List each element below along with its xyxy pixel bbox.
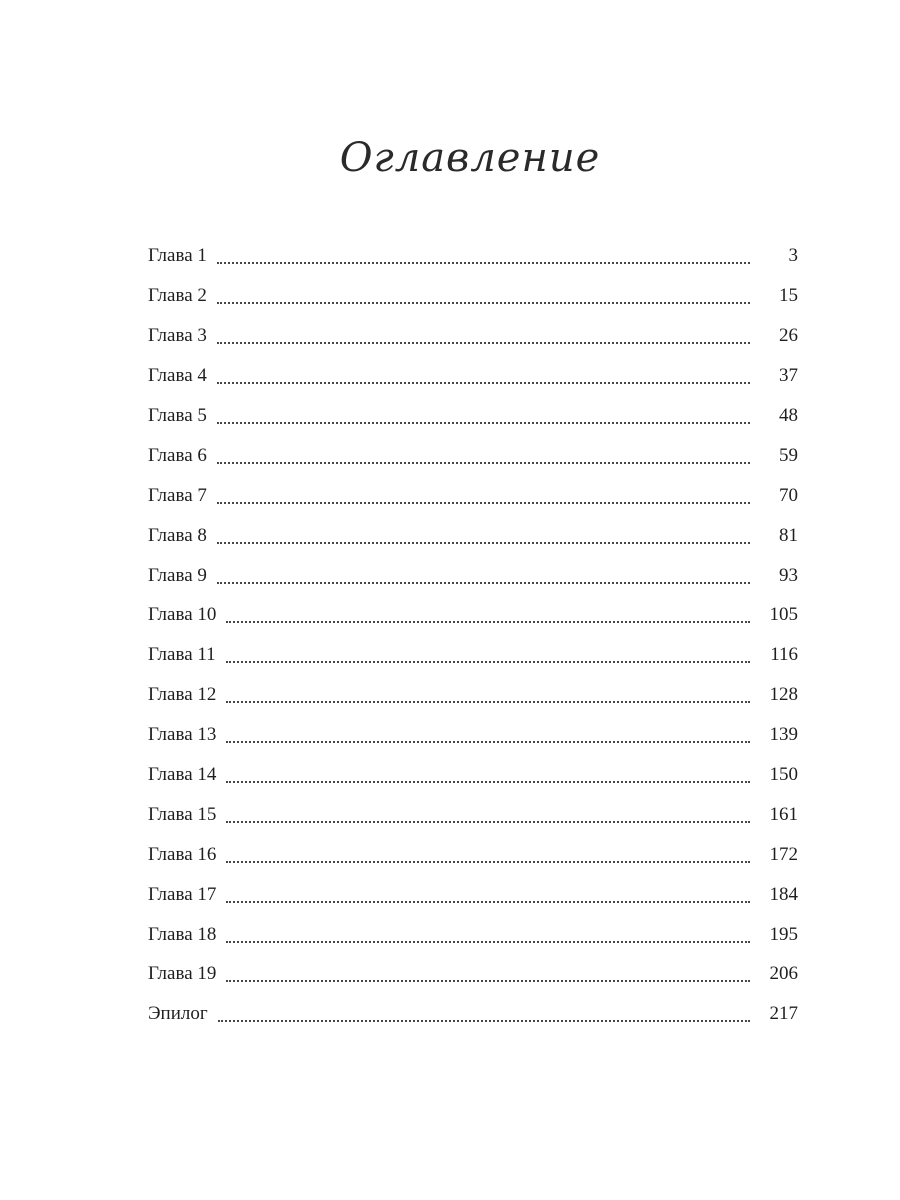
dot-leader (226, 780, 750, 783)
toc-entry (148, 276, 798, 316)
dot-leader (226, 660, 750, 663)
toc-entry-label: Глава 3 (148, 325, 207, 347)
toc-entry-page: 59 (779, 444, 798, 466)
dot-leader (217, 541, 750, 544)
toc-entry-label: Глава 1 (148, 245, 207, 267)
toc-entry (148, 994, 798, 1034)
toc-entry-page: 195 (769, 923, 798, 945)
toc-entry-page: 128 (769, 684, 798, 706)
toc-entry (148, 794, 798, 834)
toc-entry (148, 515, 798, 555)
toc-entry-label: Глава 5 (148, 405, 207, 426)
dot-leader (217, 421, 750, 424)
dot-leader (226, 820, 750, 823)
dot-leader (217, 301, 750, 304)
toc-entry (148, 435, 798, 475)
dot-leader (226, 700, 750, 703)
toc-entry-page: 184 (769, 883, 798, 905)
dot-leader (217, 341, 750, 344)
dot-leader (217, 461, 750, 464)
dot-leader (217, 501, 750, 504)
toc-entry-label: Глава 18 (148, 923, 217, 945)
toc-entry (148, 475, 798, 515)
toc-entry-page: 48 (779, 405, 798, 426)
toc-entry-label: Эпилог (148, 1003, 208, 1025)
toc-entry-label: Глава 4 (148, 365, 207, 387)
toc-entry-label: Глава 7 (148, 484, 207, 506)
toc-entry-label: Глава 2 (148, 285, 207, 307)
toc-entry-page: 105 (769, 604, 798, 626)
toc-entry (148, 236, 798, 276)
dot-leader (218, 1019, 750, 1022)
toc-entry-label: Глава 14 (148, 764, 217, 786)
toc-entry-label: Глава 10 (148, 604, 217, 626)
toc-entry (148, 914, 798, 954)
dot-leader (226, 740, 750, 743)
dot-leader (226, 979, 750, 982)
dot-leader (226, 860, 750, 863)
toc-entry-label: Глава 6 (148, 444, 207, 466)
toc-entry-label: Глава 17 (148, 883, 217, 905)
toc-entry (148, 675, 798, 715)
toc-entry-label: Глава 9 (148, 564, 207, 586)
toc-entry-label: Глава 12 (148, 684, 217, 706)
toc-entry-page: 206 (769, 963, 798, 985)
toc-entry-label: Глава 11 (148, 644, 216, 666)
toc-entry-page: 15 (779, 285, 798, 307)
dot-leader (217, 381, 750, 384)
dot-leader (217, 581, 750, 584)
dot-leader (226, 900, 750, 903)
toc-entry (148, 755, 798, 795)
toc-entry-page: 70 (779, 484, 798, 506)
toc-entry (148, 635, 798, 675)
toc-entry-label: Глава 8 (148, 524, 207, 546)
page-title: Оглавление (339, 135, 601, 181)
toc-entry (148, 396, 798, 436)
toc-entry-page: 93 (779, 564, 798, 586)
toc-entry-page: 116 (770, 644, 798, 666)
toc-entry-label: Глава 15 (148, 803, 217, 825)
toc-entry-page: 139 (769, 724, 798, 746)
toc-entry-page: 150 (769, 764, 798, 786)
toc-entry-page: 217 (769, 1003, 798, 1025)
dot-leader (226, 940, 750, 943)
dot-leader (226, 620, 750, 623)
toc-entry-page: 3 (788, 245, 798, 267)
toc-entry-page: 172 (769, 843, 798, 865)
toc-entry-label: Глава 19 (148, 963, 217, 985)
toc-entry (148, 715, 798, 755)
toc-entry-label: Глава 16 (148, 843, 217, 865)
toc-entry (148, 555, 798, 595)
dot-leader (217, 261, 750, 264)
toc-entry-page: 37 (779, 365, 798, 387)
toc-entry (148, 356, 798, 396)
toc-entry (148, 316, 798, 356)
toc-entry (148, 595, 798, 635)
toc-entry-page: 161 (769, 803, 798, 825)
toc-entry (148, 874, 798, 914)
toc-entry-page: 81 (779, 524, 798, 546)
toc-entry (148, 834, 798, 874)
toc-entry (148, 954, 798, 994)
toc-entry-label: Глава 13 (148, 724, 217, 746)
table-of-contents (148, 236, 798, 1034)
toc-entry-page: 26 (779, 325, 798, 347)
